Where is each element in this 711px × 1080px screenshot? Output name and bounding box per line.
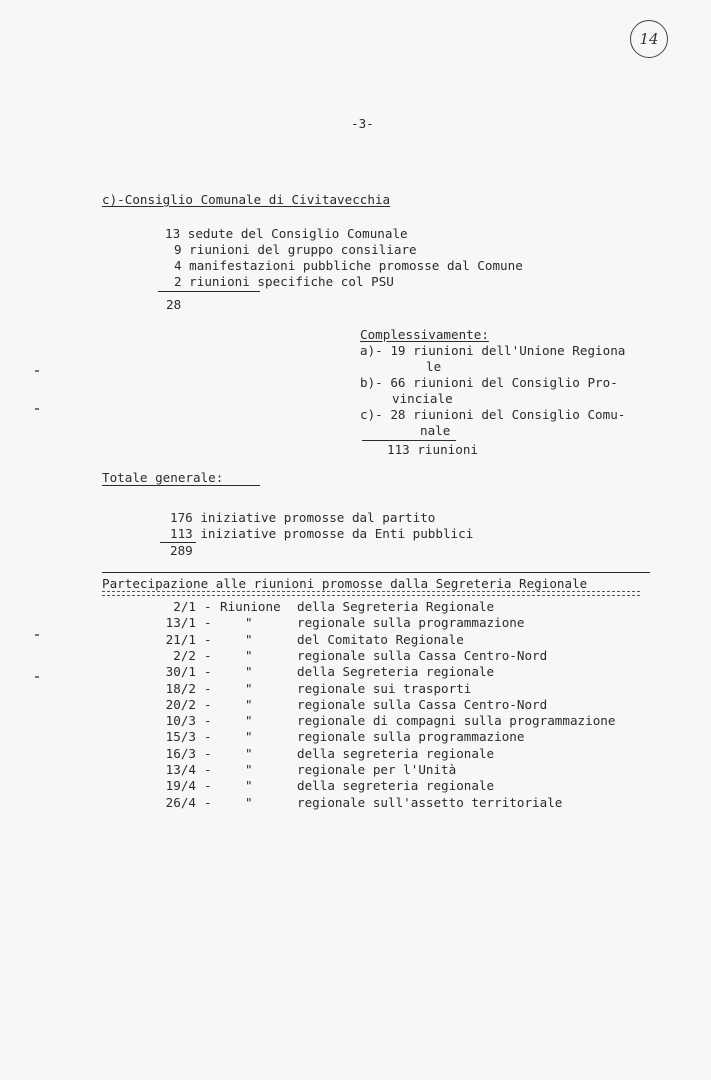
meeting-description: regionale sui trasporti (297, 680, 472, 696)
totale-total: 289 (170, 543, 193, 558)
complessivamente-heading: Complessivamente: (360, 327, 489, 342)
dash-separator: - (204, 647, 212, 663)
meeting-date: 19/4 (165, 778, 196, 794)
complessivamente-total: 113 riunioni (387, 442, 478, 457)
meeting-description: regionale di compagni sulla programmazione (297, 713, 616, 729)
section-c-line: 2 riunioni specifiche col PSU (174, 274, 394, 289)
meeting-description: regionale sulla Cassa Centro-Nord (297, 696, 548, 712)
complessivamente-item: c)- 28 riunioni del Consiglio Comu- (360, 407, 626, 422)
section-c-line: 9 riunioni del gruppo consiliare (174, 242, 417, 257)
dash-separator: - (204, 599, 212, 614)
meeting-description: del Comitato Regionale (297, 631, 464, 647)
complessivamente-item: b)- 66 riunioni del Consiglio Pro- (360, 375, 618, 390)
dash-separator: - (204, 745, 212, 761)
section-c-total: 28 (166, 297, 182, 312)
meeting-date: 10/3 (165, 713, 196, 729)
meeting-date: 18/2 (165, 680, 196, 696)
label-underline (102, 485, 260, 486)
meeting-description: regionale per l'Unità (297, 762, 457, 777)
archive-stamp: 14 (630, 20, 668, 58)
meeting-description: regionale sulla Cassa Centro-Nord (297, 647, 548, 663)
margin-mark (35, 408, 39, 410)
complessivamente-item: nale (420, 423, 451, 438)
complessivamente-item: le (426, 359, 442, 374)
sum-rule (362, 440, 456, 441)
meeting-type: " (245, 664, 253, 680)
dash-separator: - (204, 778, 212, 794)
meeting-date: 13/1 (165, 615, 196, 631)
meeting-type: Riunione (220, 599, 281, 614)
totale-line: 176 iniziative promosse dal partito (170, 510, 436, 525)
dash-separator: - (204, 794, 212, 810)
meeting-type: " (245, 631, 253, 647)
dash-separator: - (204, 696, 212, 712)
partecipazione-heading: Partecipazione alle riunioni promosse dalla Segreteria Regionale (102, 576, 588, 591)
meeting-date: 15/3 (165, 729, 196, 745)
meeting-type: " (245, 680, 253, 696)
meeting-type: " (245, 778, 253, 794)
margin-mark (35, 676, 39, 678)
meeting-type: " (245, 762, 253, 777)
dash-separator: - (204, 713, 212, 729)
meeting-type: " (245, 696, 253, 712)
totale-line: 113 iniziative promosse da Enti pubblici (170, 526, 474, 541)
meeting-description: della Segreteria Regionale (297, 599, 495, 614)
meeting-date: 13/4 (165, 762, 196, 777)
meeting-description: regionale sulla programmazione (297, 615, 525, 631)
meeting-date: 26/4 (165, 794, 196, 810)
meeting-type: " (245, 745, 253, 761)
meeting-description: regionale sull'assetto territoriale (297, 794, 563, 810)
dash-separator: - (204, 664, 212, 680)
meeting-date: 20/2 (165, 696, 196, 712)
meeting-description: della Segreteria regionale (297, 664, 495, 680)
double-underline (102, 591, 640, 596)
meeting-type: " (245, 794, 253, 810)
totale-generale-label: Totale generale: (102, 470, 224, 485)
section-rule (102, 572, 650, 573)
complessivamente-item: vinciale (392, 391, 453, 406)
complessivamente-item: a)- 19 riunioni dell'Unione Regiona (360, 343, 626, 358)
meeting-date: 30/1 (165, 664, 196, 680)
section-c-line: 4 manifestazioni pubbliche promosse dal Comune (174, 258, 523, 273)
meeting-date: 16/3 (165, 745, 196, 761)
meeting-type: " (245, 729, 253, 745)
margin-mark (35, 634, 39, 636)
meeting-type: " (245, 647, 253, 663)
dash-separator: - (204, 762, 212, 777)
sum-rule (158, 291, 260, 292)
dash-separator: - (204, 680, 212, 696)
meeting-date: 2/1 (173, 599, 196, 614)
meeting-type: " (245, 713, 253, 729)
meeting-type: " (245, 615, 253, 631)
section-c-line: 13 sedute del Consiglio Comunale (165, 226, 408, 241)
margin-mark (35, 370, 39, 372)
meeting-description: regionale sulla programmazione (297, 729, 525, 745)
meeting-description: della segreteria regionale (297, 745, 495, 761)
meeting-description: della segreteria regionale (297, 778, 495, 794)
meeting-date: 2/2 (173, 647, 196, 663)
page-number: -3- (351, 116, 374, 131)
dash-separator: - (204, 631, 212, 647)
meeting-date: 21/1 (165, 631, 196, 647)
section-c-heading: c)-Consiglio Comunale di Civitavecchia (102, 192, 391, 207)
dash-separator: - (204, 615, 212, 631)
dash-separator: - (204, 729, 212, 745)
